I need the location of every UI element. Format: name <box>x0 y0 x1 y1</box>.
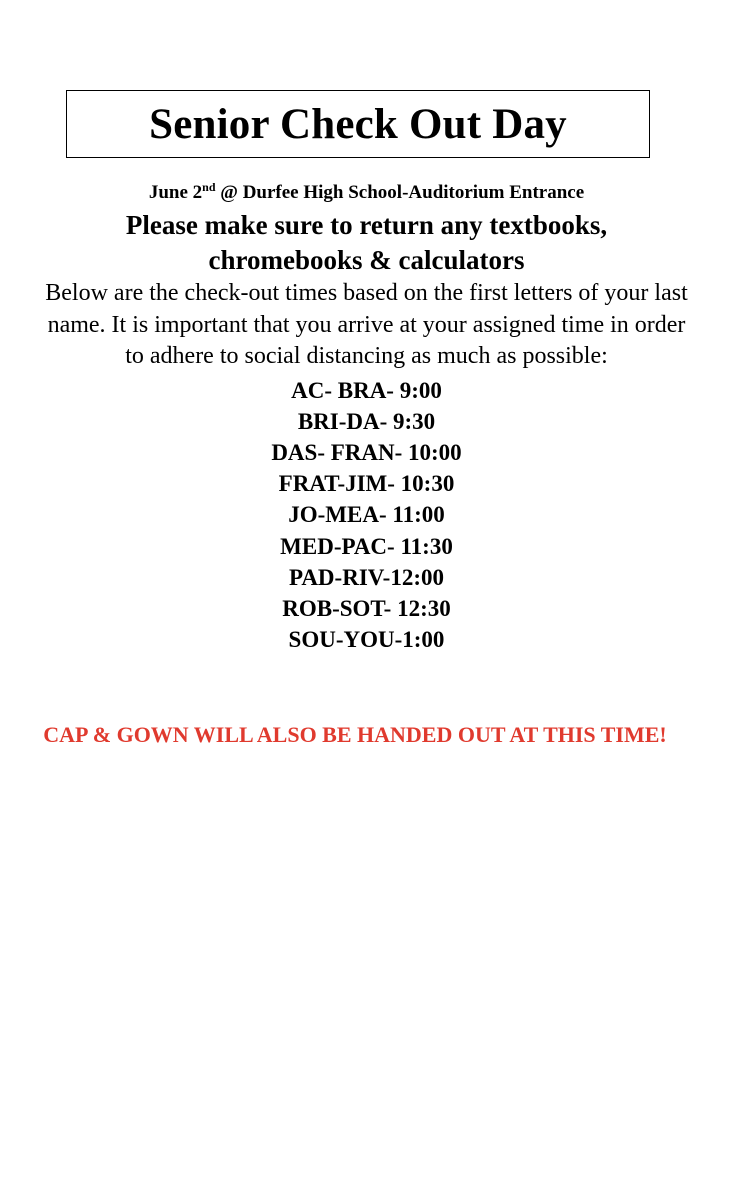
location-text: @ Durfee High School-Auditorium Entrance <box>215 182 585 203</box>
schedule-item: SOU-YOU-1:00 <box>288 627 445 653</box>
schedule-item: AC- BRA- 9:00 <box>291 377 442 403</box>
page-title: Senior Check Out Day <box>149 100 567 148</box>
date-text: June 2 <box>148 182 203 203</box>
schedule-item: ROB-SOT- 12:30 <box>282 595 451 621</box>
cap-gown-notice: CAP & GOWN WILL ALSO BE HANDED OUT AT THIS TIME! <box>43 722 667 747</box>
date-ordinal-suffix: nd <box>202 180 216 194</box>
checkout-schedule <box>20 375 713 656</box>
schedule-item: DAS- FRAN- 10:00 <box>271 439 462 465</box>
date-location-line <box>20 178 713 208</box>
instructions-paragraph: Below are the check-out times based on the first letters of your last name. It is important that you arrive at your assigned time in order to adhere to social distancing as much as possible: <box>45 280 688 369</box>
schedule-item: MED-PAC- 11:30 <box>280 533 453 559</box>
return-items-notice: Please make sure to return any textbooks, chromebooks & calculators <box>125 210 608 275</box>
schedule-item: FRAT-JIM- 10:30 <box>278 471 455 497</box>
schedule-item: BRI-DA- 9:30 <box>297 408 436 434</box>
schedule-item: JO-MEA- 11:00 <box>288 502 445 528</box>
title-box <box>66 90 650 158</box>
schedule-item: PAD-RIV-12:00 <box>288 564 444 590</box>
flyer-content <box>20 178 713 655</box>
